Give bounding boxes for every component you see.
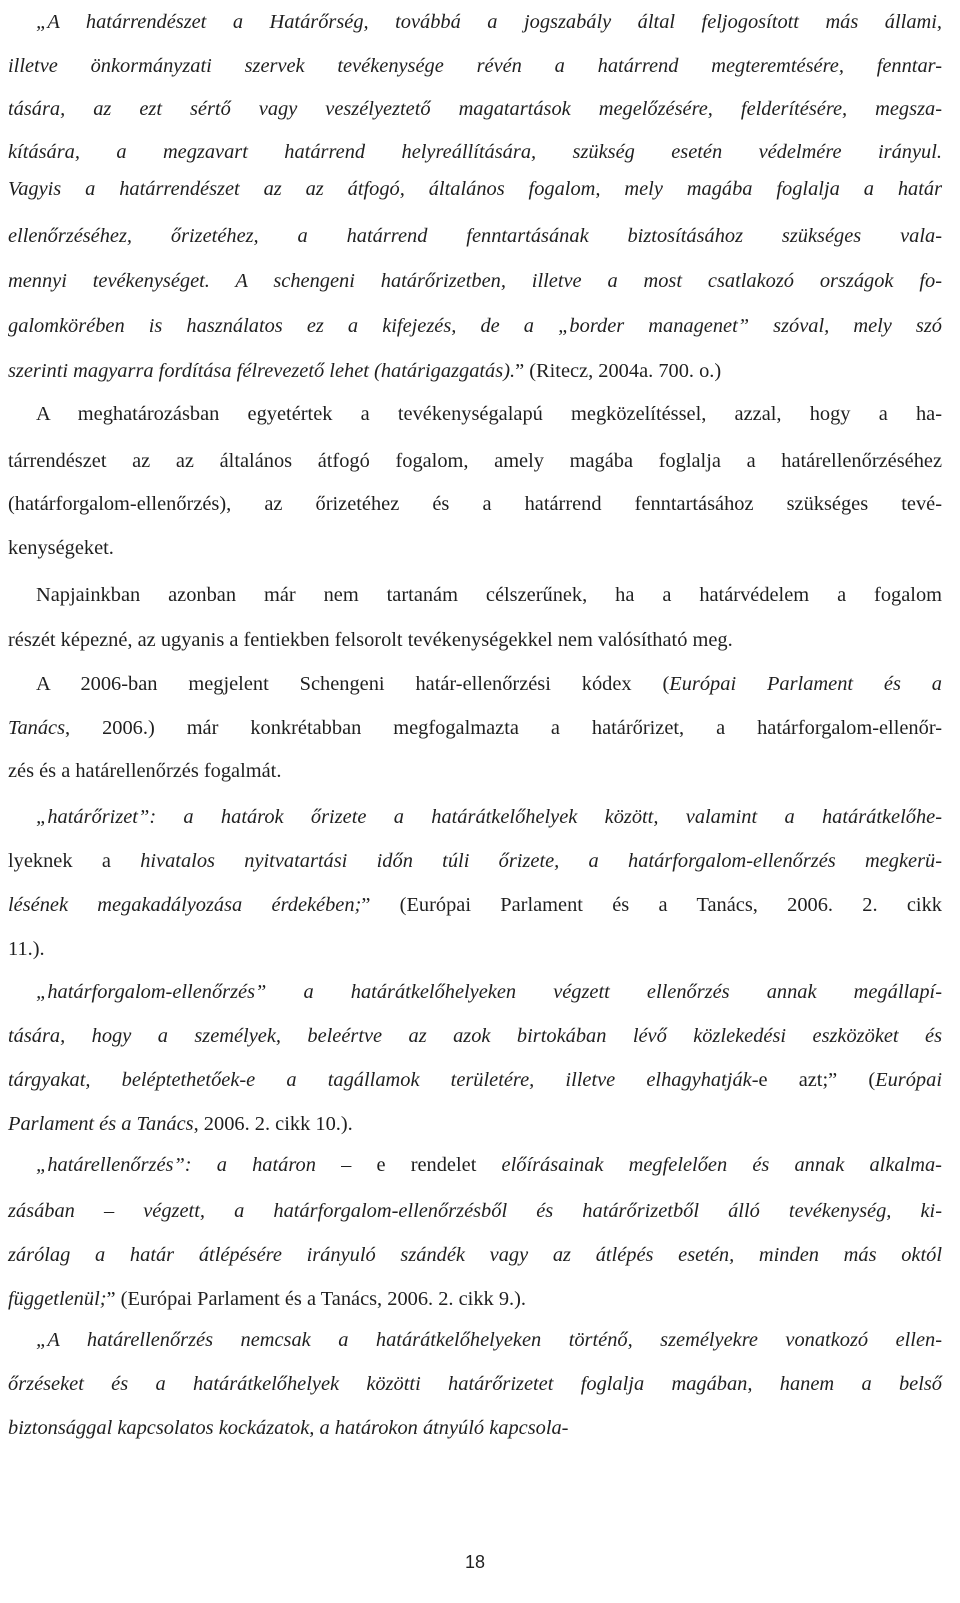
text-run: ” (Európai Parlament és a Tanács, 2006. 2. cikk <box>361 894 942 916</box>
italic-text: mennyi tevékenységet. A schengeni határőrizetben, illetve a most csatlakozó országok fo- <box>8 270 942 292</box>
text-run: kenységeket. <box>8 537 114 559</box>
text-run: ” (Európai Parlament és a Tanács, 2006. 2. cikk 9.). <box>106 1288 527 1310</box>
text-line <box>8 216 942 256</box>
text-run: A 2006-ban megjelent Schengeni határ-ellenőrzési kódex ( <box>36 673 670 695</box>
text-line <box>8 1016 942 1056</box>
text-run: , 2006.) már konkrétabban megfogalmazta a határőrizet, a határforgalom-ellenőr- <box>65 717 942 739</box>
text-run: tárrendészet az az általános átfogó fogalom, amely magába foglalja a határellenőrzéséhez <box>8 450 942 472</box>
text-line <box>8 1364 942 1404</box>
text-line <box>8 306 942 346</box>
text-line <box>8 441 942 481</box>
page-number: 18 <box>464 1552 486 1572</box>
text-run: – e rendelet <box>315 1154 502 1176</box>
text-line <box>8 708 942 748</box>
document-page <box>8 0 942 1603</box>
italic-text: szerinti magyarra fordítása félrevezető lehet (határigazgatás). <box>8 360 516 382</box>
italic-text: Európai Parlament és a <box>669 673 942 695</box>
text-line <box>36 2 942 42</box>
text-run: A meghatározásban egyetértek a tevékenységalapú megközelítéssel, azzal, hogy a ha- <box>36 403 942 425</box>
text-line <box>8 351 942 391</box>
text-line <box>36 972 942 1012</box>
italic-text: ellenőrzéséhez, őrizetéhez, a határrend fenntartásának biztosításához szükséges vala- <box>8 225 942 247</box>
italic-text: tására, hogy a személyek, beleértve az azok birtokában lévő közlekedési eszközöket és <box>8 1025 942 1047</box>
text-line <box>8 484 942 524</box>
italic-text: „határőrizet”: a határok őrizete a határátkelőhelyek között, valamint a határátkelőhe- <box>36 806 942 828</box>
text-line <box>8 620 942 660</box>
italic-text: Parlament és a Tanács <box>8 1113 194 1135</box>
italic-text: galomkörében is használatos ez a kifejezés, de a „border managenet” szóval, mely szó <box>8 315 942 337</box>
italic-text: Európai <box>875 1069 942 1091</box>
text-line <box>8 751 942 791</box>
text-line <box>8 89 942 129</box>
text-run: ” (Ritecz, 2004a. 700. o.) <box>515 360 722 382</box>
text-line <box>36 664 942 704</box>
italic-text: zásában – végzett, a határforgalom-ellenőrzésből és határőrizetből álló tevékenység, ki- <box>8 1200 942 1222</box>
text-line <box>36 1145 942 1185</box>
italic-text: Tanács <box>8 717 66 739</box>
italic-text: tárgyakat, beléptethetőek-e a tagállamok területére, illetve elhagyhatják- <box>8 1069 759 1091</box>
text-line <box>8 1408 942 1448</box>
italic-text: hivatalos nyitvatartási időn túli őrizete, a határforgalom-ellenőrzés megkerü- <box>140 850 943 872</box>
text-line <box>8 132 942 172</box>
text-run: (határforgalom-ellenőrzés), az őrizetéhez és a határrend fenntartásához szükséges tevé- <box>8 493 942 515</box>
italic-text: „határellenőrzés”: a határon <box>36 1154 316 1176</box>
text-run: Napjainkban azonban már nem tartanám célszerűnek, ha a határvédelem a fogalom <box>36 584 942 606</box>
italic-text: illetve önkormányzati szervek tevékenysége révén a határrend megteremtésére, fenntar- <box>8 55 942 77</box>
text-line <box>8 1060 942 1100</box>
italic-text: függetlenül; <box>8 1288 107 1310</box>
text-line <box>36 1320 942 1360</box>
text-run: , 2006. 2. cikk 10.). <box>193 1113 353 1135</box>
italic-text: „A határellenőrzés nemcsak a határátkelőhelyeken történő, személyekre vonatkozó ellen- <box>36 1329 942 1351</box>
italic-text: Vagyis a határrendészet az az átfogó, általános fogalom, mely magába foglalja a határ <box>8 178 942 200</box>
text-run: lyeknek a <box>8 850 141 872</box>
text-run: 11.). <box>8 938 45 960</box>
text-line <box>8 885 942 925</box>
italic-text: őrzéseket és a határátkelőhelyek közötti határőrizetet foglalja magában, hanem a belső <box>8 1373 942 1395</box>
text-run: e azt;” ( <box>758 1069 876 1091</box>
text-run: részét képezné, az ugyanis a fentiekben felsorolt tevékenységekkel nem valósítható meg. <box>8 629 733 651</box>
text-line <box>8 528 942 568</box>
italic-text: tására, az ezt sértő vagy veszélyeztető magatartások megelőzésére, felderítésére, megsza- <box>8 98 942 120</box>
italic-text: előírásainak megfelelően és annak alkalma- <box>501 1154 942 1176</box>
italic-text: biztonsággal kapcsolatos kockázatok, a határokon átnyúló kapcsola- <box>8 1417 569 1439</box>
text-line <box>8 1279 942 1319</box>
text-line <box>8 841 942 881</box>
italic-text: „határforgalom-ellenőrzés” a határátkelőhelyeken végzett ellenőrzés annak megállapí- <box>36 981 942 1003</box>
text-line <box>8 929 942 969</box>
italic-text: zárólag a határ átlépésére irányuló szándék vagy az átlépés esetén, minden más októl <box>8 1244 942 1266</box>
text-line <box>8 46 942 86</box>
italic-text: kítására, a megzavart határrend helyreállítására, szükség esetén védelmére irányul. <box>8 141 942 163</box>
text-line <box>8 169 942 209</box>
text-line <box>8 1191 942 1231</box>
text-line <box>8 1104 942 1144</box>
text-line <box>36 797 942 837</box>
text-run: zés és a határellenőrzés fogalmát. <box>8 760 282 782</box>
italic-text: lésének megakadályozása érdekében; <box>8 894 362 916</box>
text-line <box>8 261 942 301</box>
text-line <box>36 394 942 434</box>
text-line <box>8 1235 942 1275</box>
text-line <box>36 575 942 615</box>
italic-text: „A határrendészet a Határőrség, továbbá a jogszabály által feljogosított más állami, <box>36 11 942 33</box>
